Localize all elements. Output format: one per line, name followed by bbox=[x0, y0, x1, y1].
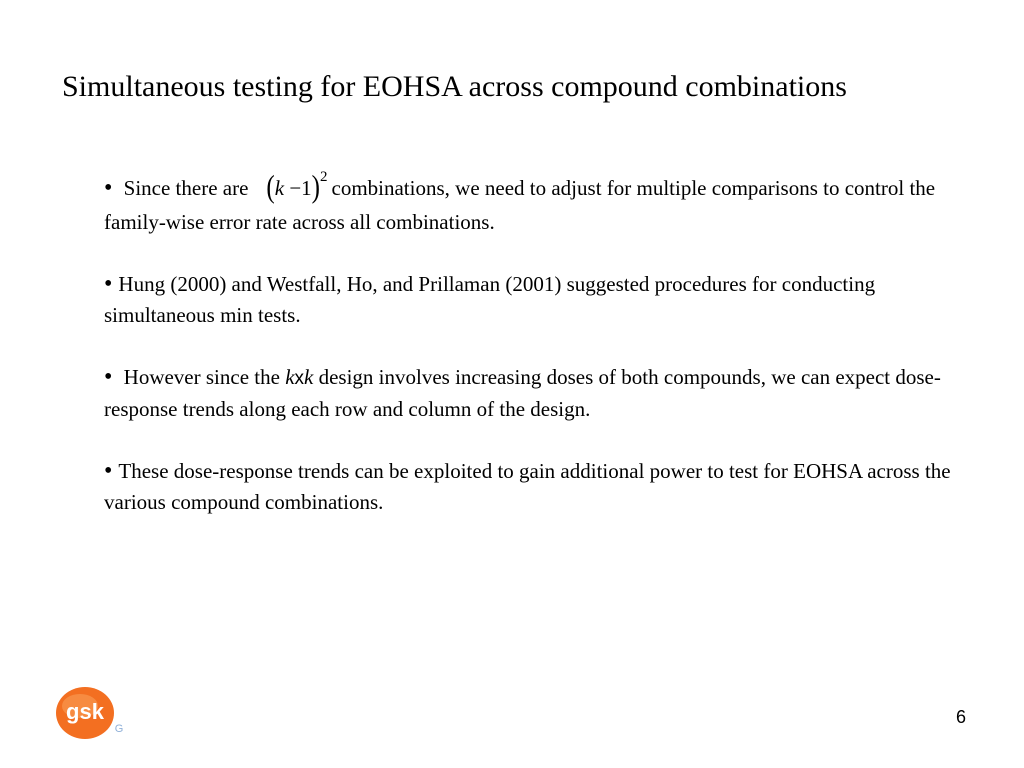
bullet-list bbox=[104, 169, 964, 549]
bullet-text: Hung (2000) and Westfall, Ho, and Prillaman (2001) suggested procedures for conducting simultaneous min tests. bbox=[104, 272, 876, 327]
design-k-first: k bbox=[285, 365, 295, 389]
bullet-text-post: combinations, we need to adjust for multiple comparisons to control the family-wise error rate across all combinations. bbox=[104, 176, 936, 234]
formula-minus: − bbox=[289, 176, 302, 200]
page-number: 6 bbox=[955, 707, 966, 727]
formula-exponent: 2 bbox=[320, 169, 328, 185]
formula-open-paren: ( bbox=[266, 170, 275, 205]
formula-var-k: k bbox=[274, 176, 285, 200]
design-k-second: k bbox=[304, 365, 314, 389]
bullet-item-trends bbox=[104, 456, 964, 518]
combinations-formula bbox=[266, 169, 328, 207]
bullet-icon: • bbox=[104, 458, 113, 484]
gsk-logo bbox=[55, 686, 127, 740]
bullet-icon: • bbox=[104, 364, 113, 390]
formula-close-paren: ) bbox=[311, 170, 320, 205]
bullet-text-pre: Since there are bbox=[123, 176, 249, 200]
bullet-item-design bbox=[104, 362, 964, 425]
bullet-item-procedures bbox=[104, 269, 964, 331]
slide-title: Simultaneous testing for EOHSA across compound combinations bbox=[62, 70, 847, 103]
design-cross: x bbox=[294, 368, 305, 389]
bullet-text-post: design involves increasing doses of both compounds, we can expect dose-response trends along each row and column of the design. bbox=[104, 365, 941, 421]
bullet-icon: • bbox=[104, 175, 113, 201]
logo-text: gsk bbox=[66, 699, 104, 724]
formula-one: 1 bbox=[301, 176, 312, 200]
bullet-item-combinations bbox=[104, 169, 964, 238]
logo-g-mark: G bbox=[114, 723, 124, 735]
bullet-icon: • bbox=[104, 271, 113, 297]
bullet-text: These dose-response trends can be exploited to gain additional power to test for EOHSA across the various compound combinations. bbox=[104, 459, 951, 514]
bullet-text-pre: However since the bbox=[123, 365, 280, 389]
